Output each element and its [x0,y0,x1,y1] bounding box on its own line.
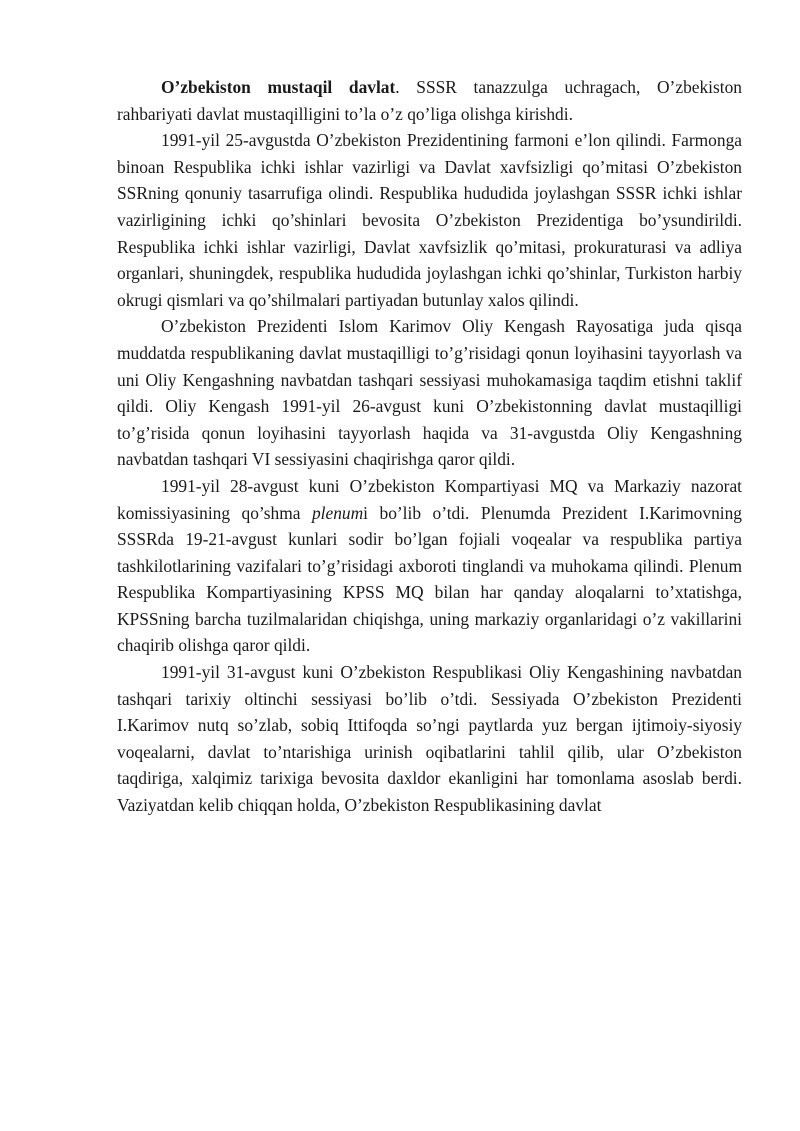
paragraph-3 [117,313,742,473]
paragraph-2-text: 1991-yil 25-avgustda O’zbekiston Prezidentining farmoni e’lon qilindi. Farmonga binoan Respublika ichki ishlar vazirligi va Davlat xavfsizligi qo’mitasi O’zbekiston SSRning qonuniy tasarrufiga olindi. Respublika hududida joylashgan SSSR ichki ishlar vazirligining ichki qo’shinlari bevosita O’zbekiston Prezidentiga bo’ysundirildi. Respublika ichki ishlar vazirligi, Davlat xavfsizlik qo’mitasi, prokuraturasi va adliya organlari, shuningdek, respublika hududida joylashgan ichki qo’shinlar, Turkiston harbiy okrugi qismlari va qo’shilmalari partiyadan butunlay xalos qilindi. [117,130,742,310]
document-page [117,74,742,819]
paragraph-1-lead: O’zbekiston mustaqil davlat [161,77,396,97]
paragraph-5-text: 1991-yil 31-avgust kuni O’zbekiston Respublikasi Oliy Kengashining navbatdan tashqari tarixiy oltinchi sessiyasi bo’lib o’tdi. Sessiyada O’zbekiston Prezidenti I.Karimov nutq so’zlab, sobiq Ittifoqda so’ngi paytlarda yuz bergan ijtimoiy-siyosiy voqealarni, davlat to’ntarishiga urinish oqibatlarini tahlil qilib, ular O’zbekiston taqdiriga, xalqimiz tarixiga bevosita daxldor ekanligini har tomonlama asoslab berdi. Vaziyatdan kelib chiqqan holda, O’zbekiston Respublikasining davlat [117,662,742,816]
paragraph-1 [117,74,742,127]
paragraph-4-emphasis: plenum [311,502,364,523]
paragraph-5 [117,659,742,819]
paragraph-4-text-after: i bo’lib o’tdi. Plenumda Prezident I.Karimovning SSSRda 19-21-avgust kunlari sodir bo’lgan fojiali voqealar va respublika partiya tashkilotlarining vazifalari to’g’risidagi axboroti tinglandi va muhokama qilindi. Plenum Respublika Kompartiyasining KPSS MQ bilan har qanday aloqalarni to’xtatishga, KPSSning barcha tuzilmalaridan chiqishga, uning markaziy organlaridagi o’z vakillarini chaqirib olishga qaror qildi. [117,502,742,656]
paragraph-2 [117,127,742,313]
paragraph-1-text: . SSSR tanazzulga uchragach, O’zbekiston rahbariyati davlat mustaqilligini to’la o’z qo’liga olishga kirishdi. [117,77,742,124]
paragraph-3-text: O’zbekiston Prezidenti Islom Karimov Oliy Kengash Rayosatiga juda qisqa muddatda respublikaning davlat mustaqilligi to’g’risidagi qonun loyihasini tayyorlash va uni Oliy Kengashning navbatdan tashqari sessiyasi muhokamasiga taqdim etishni taklif qildi. Oliy Kengash 1991-yil 26-avgust kuni O’zbekistonning davlat mustaqilligi to’g’risida qonun loyihasini tayyorlash haqida va 31-avgustda Oliy Kengashning navbatdan tashqari VI sessiyasini chaqirishga qaror qildi. [117,316,742,470]
paragraph-4-text-before: 1991-yil 28-avgust kuni O’zbekiston Kompartiyasi MQ va Markaziy nazorat komissiyasining qo’shma [117,475,742,523]
paragraph-4 [117,473,742,659]
